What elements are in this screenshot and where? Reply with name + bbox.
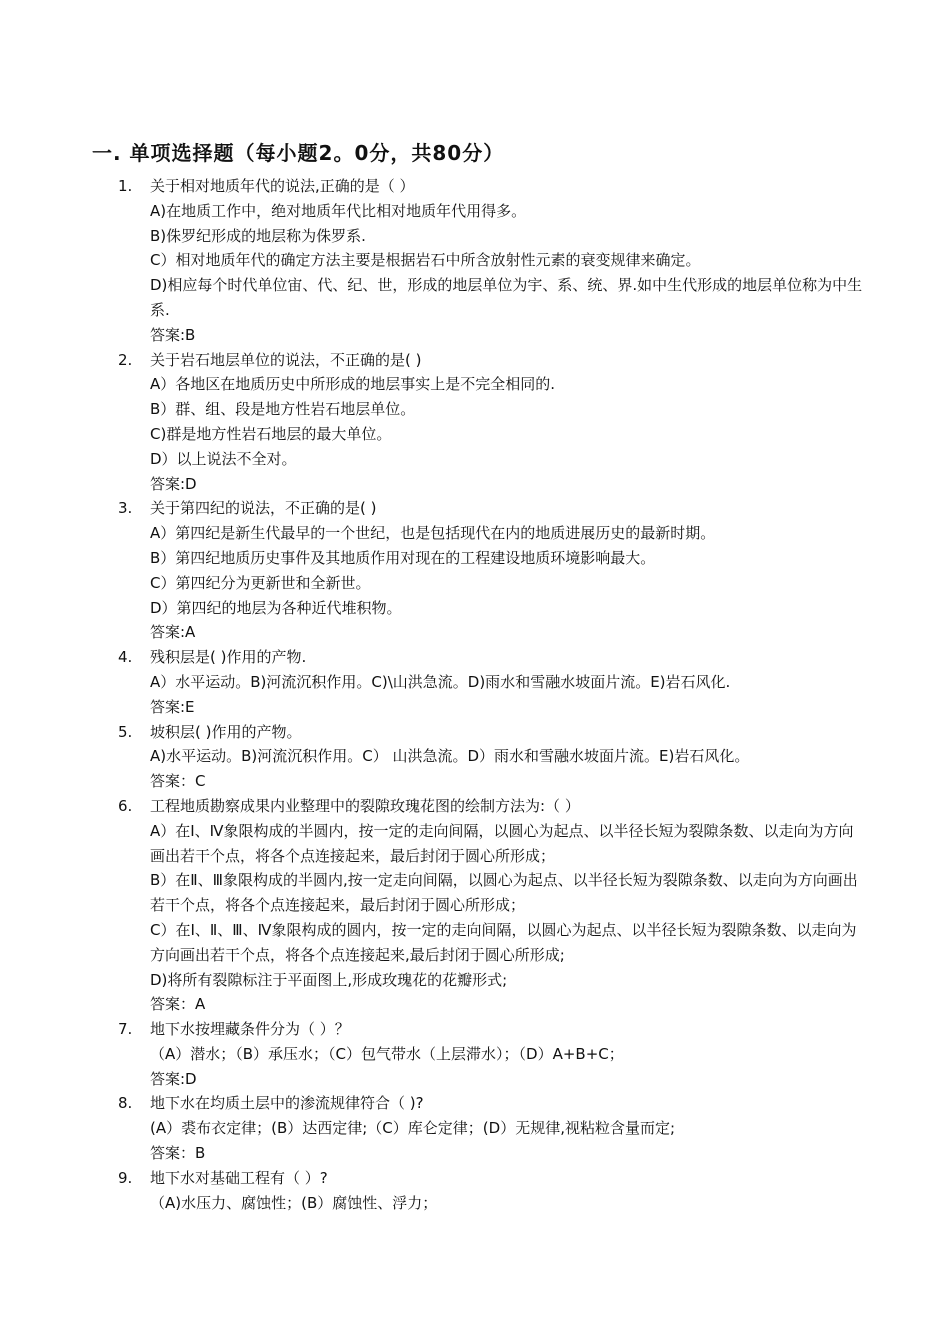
question-option: A)水平运动。B)河流沉积作用。C） 山洪急流。D）雨水和雪融水坡面片流。E)岩石风化。 xyxy=(150,747,750,766)
question-option: C)群是地方性岩石地层的最大单位。 xyxy=(150,424,392,443)
question-stem: 关于相对地质年代的说法,正确的是（ ） xyxy=(150,177,415,195)
question-answer: 答案：B xyxy=(150,1144,206,1163)
question-option: D)相应每个时代单位宙、代、纪、世，形成的地层单位为宇、系、统、界.如中生代形成的地层单位称为中生系. xyxy=(150,276,863,319)
question-option: C）第四纪分为更新世和全新世。 xyxy=(150,573,371,592)
question-body xyxy=(150,1166,868,1216)
question-item xyxy=(118,1091,868,1165)
question-item xyxy=(118,794,868,1017)
question-option: A)在地质工作中，绝对地质年代比相对地质年代用得多。 xyxy=(150,201,527,220)
question-stem: 地下水对基础工程有（ ）? xyxy=(150,1168,328,1187)
question-item xyxy=(118,174,868,348)
question-number: 8. xyxy=(118,1094,133,1113)
question-number: 6. xyxy=(118,796,133,815)
question-stem: 关于岩石地层单位的说法，不正确的是( ) xyxy=(150,350,422,369)
question-number: 4. xyxy=(118,648,133,667)
question-answer: 答案:E xyxy=(150,697,195,716)
question-list xyxy=(118,174,868,1215)
question-option: D）第四纪的地层为各种近代堆积物。 xyxy=(150,598,402,617)
question-option: （A）潜水；（B）承压水；（C）包气带水（上层滞水）；（D）A+B+C； xyxy=(150,1044,624,1063)
question-number: 2. xyxy=(118,350,133,369)
question-option: A）在Ⅰ、Ⅳ象限构成的半圆内，按一定的走向间隔，以圆心为起点、以半径长短为裂隙条数、以走向为方向画出若干个点，将各个点连接起来，最后封闭于圆心所形成； xyxy=(150,821,854,865)
question-option: B)侏罗纪形成的地层称为侏罗系. xyxy=(150,226,366,245)
question-answer: 答案：C xyxy=(150,772,206,791)
question-item xyxy=(118,1017,868,1091)
question-body xyxy=(150,1017,868,1091)
section-title: 一. 单项选择题（每小题2。0分，共80分） xyxy=(92,141,505,165)
question-option: A）各地区在地质历史中所形成的地层事实上是不完全相同的. xyxy=(150,375,556,394)
question-item xyxy=(118,1166,868,1216)
question-body xyxy=(150,1091,868,1165)
question-stem: 残积层是( )作用的产物. xyxy=(150,648,307,667)
question-body xyxy=(150,174,868,348)
question-number: 7. xyxy=(118,1020,133,1039)
question-answer: 答案:D xyxy=(150,1069,197,1088)
question-item xyxy=(118,496,868,645)
question-option: B）在Ⅱ、Ⅲ象限构成的半圆内,按一定走向间隔，以圆心为起点、以半径长短为裂隙条数、以走向为方向画出若干个点，将各个点连接起来，最后封闭于圆心所形成； xyxy=(150,871,858,915)
question-stem: 关于第四纪的说法，不正确的是( ) xyxy=(150,499,377,518)
question-stem: 地下水在均质土层中的渗流规律符合（ )? xyxy=(150,1094,424,1113)
question-option: B）第四纪地质历史事件及其地质作用对现在的工程建设地质环境影响最大。 xyxy=(150,548,656,567)
question-answer: 答案:A xyxy=(150,623,196,642)
question-body xyxy=(150,794,868,1017)
question-stem: 工程地质勘察成果内业整理中的裂隙玫瑰花图的绘制方法为:（ ） xyxy=(150,796,580,815)
question-stem: 地下水按埋藏条件分为（ ）？ xyxy=(150,1020,350,1039)
question-number: 9. xyxy=(118,1168,133,1187)
question-body xyxy=(150,348,868,497)
question-option: （A)水压力、腐蚀性；(B）腐蚀性、浮力； xyxy=(150,1193,438,1212)
question-stem: 坡积层( )作用的产物。 xyxy=(150,722,302,741)
question-option: C）相对地质年代的确定方法主要是根据岩石中所含放射性元素的衰变规律来确定。 xyxy=(150,251,701,270)
question-body xyxy=(150,496,868,645)
question-item xyxy=(118,348,868,497)
question-body xyxy=(150,645,868,719)
question-number: 5. xyxy=(118,722,133,741)
question-option: A）水平运动。B)河流沉积作用。C)\山洪急流。D)雨水和雪融水坡面片流。E)岩石风化. xyxy=(150,672,731,691)
question-option: D）以上说法不全对。 xyxy=(150,449,297,468)
question-option: B）群、组、段是地方性岩石地层单位。 xyxy=(150,400,416,419)
question-option: D)将所有裂隙标注于平面图上,形成玫瑰花的花瓣形式; xyxy=(150,970,508,989)
question-option: A）第四纪是新生代最早的一个世纪，也是包括现代在内的地质进展历史的最新时期。 xyxy=(150,524,716,543)
question-answer: 答案:D xyxy=(150,474,197,493)
question-body xyxy=(150,720,868,794)
question-item xyxy=(118,720,868,794)
question-option: (A）裘布衣定律；(B）达西定律;（C）库仑定律；(D）无规律,视粘粒含量而定; xyxy=(150,1119,676,1138)
question-option: C）在Ⅰ、Ⅱ、Ⅲ、Ⅳ象限构成的圆内，按一定的走向间隔，以圆心为起点、以半径长短为裂隙条数、以走向为方向画出若干个点，将各个点连接起来,最后封闭于圆心所形成; xyxy=(150,920,857,964)
question-answer: 答案:B xyxy=(150,325,196,344)
question-item xyxy=(118,645,868,719)
question-number: 1. xyxy=(118,177,133,195)
question-number: 3. xyxy=(118,499,133,518)
question-answer: 答案：A xyxy=(150,995,206,1014)
